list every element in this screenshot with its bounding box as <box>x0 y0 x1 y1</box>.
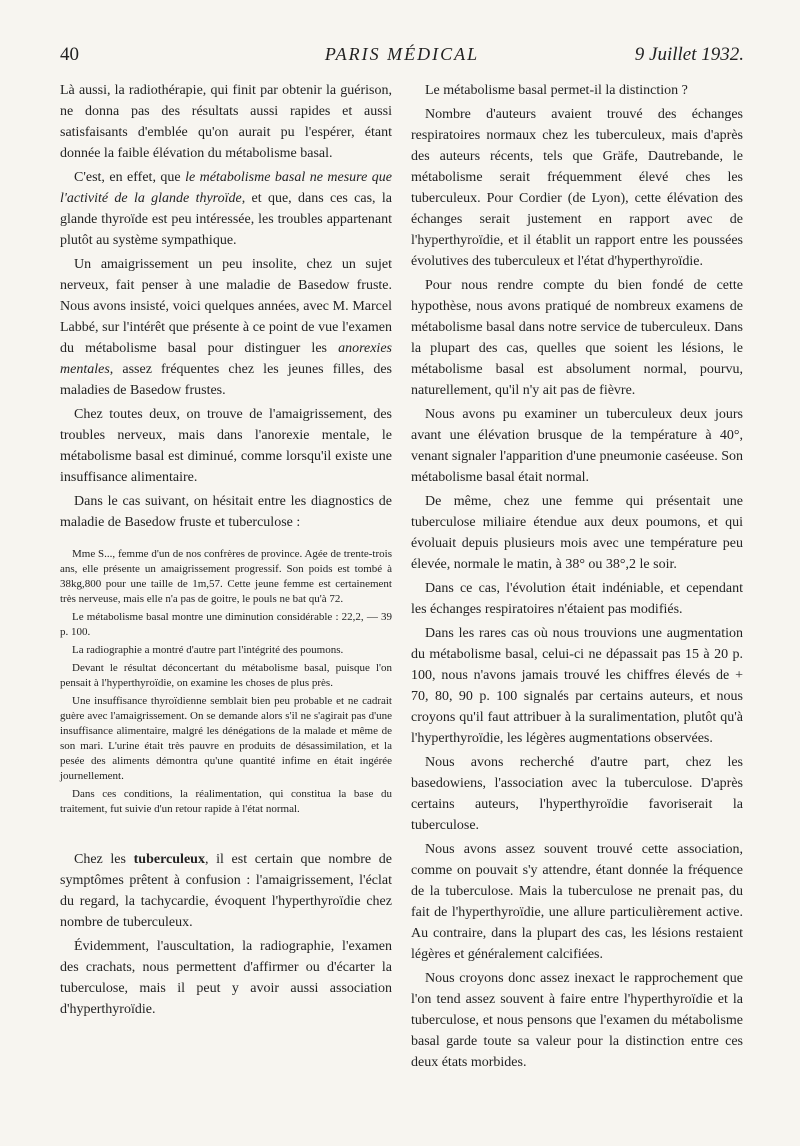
paragraph: Évidemment, l'auscultation, la radiographie, l'examen des crachats, nous permettent d'affirmer ou d'écarter la tuberculose, mais il peut y avoir aussi association d'hyperthyroïdie. <box>60 939 392 1017</box>
paragraph: Nous croyons donc assez inexact le rapprochement que l'on tend assez souvent à faire entre l'hyperthyroïdie et la tuberculose, et nous pensons que l'examen du métabolisme basal garde toute sa valeur pour la distinction entre ces deux états morbides. <box>411 971 743 1070</box>
paragraph: Nous avons assez souvent trouvé cette association, comme on pouvait s'y attendre, étant donnée la fréquence de la tuberculose. Mais la tuberculose ne prenait pas, du fait de l'hyperthyroïdie, une allure particulièrement active. Au contraire, dans la plupart des cas, les lésions restaient légères et généralement calcifiées. <box>411 842 743 962</box>
paragraph: Le métabolisme basal permet-il la distinction ? <box>425 83 688 98</box>
paragraph: Pour nous rendre compte du bien fondé de cette hypothèse, nous avons pratiqué de nombreux examens de métabolisme basal dans notre service de tuberculeux. Dans la plupart des cas, quelles que soient les lésions, le métabolisme basal est absolument normal, pourvu, naturellement, qu'il n'y ait pas de fièvre. <box>411 278 743 398</box>
paragraph: Nous avons pu examiner un tuberculeux deux jours avant une élévation brusque de la température à 40°, venant signaler l'apparition d'une pneumonie caséeuse. Son métabolisme basal était normal. <box>411 407 744 485</box>
page-number: 40 <box>60 44 79 65</box>
paragraph: Chez toutes deux, on trouve de l'amaigrissement, des troubles nerveux, mais dans l'anorexie mentale, le métabolisme basal est diminué, comme lorsqu'il existe une insuffisance alimentaire. <box>60 407 392 485</box>
paragraph: Dans ce cas, l'évolution était indéniable, et cependant les échanges respiratoires n'étaient pas modifiés. <box>411 581 743 617</box>
bold-term: tuberculeux <box>133 852 205 867</box>
paragraph: De même, chez une femme qui présentait une tuberculose miliaire étendue aux deux poumons, et qui évoluait depuis plusieurs mois avec une température peu élevée, normale le matin, à 38° ou 38°,2 le soir. <box>411 494 743 572</box>
issue-date: 9 Juillet 1932. <box>634 44 744 65</box>
case-paragraph: Devant le résultat déconcertant du métabolisme basal, puisque l'on pensait à l'hyperthyroïdie, on examine les choses de plus près. <box>60 662 392 689</box>
paragraph: Nombre d'auteurs avaient trouvé des échanges respiratoires normaux chez les tuberculeux, mais d'après des auteurs récents, tels que Gräfe, Dautrebande, le métabolisme serait fréquemment élevé ches les tuberculeux. Pour Cordier (de Lyon), cette élévation des échanges serait justement en rapport avec de l'hyperthyroïdie, et il établit un rapport entre les poussées évolutives des tuberculeux et l'état d'hyperthyroïdie. <box>411 107 743 269</box>
case-paragraph: Dans ces conditions, la réalimentation, qui constitua la base du traitement, fut suivie d'un retour rapide à l'état normal. <box>60 788 392 815</box>
left-column <box>60 80 392 1023</box>
case-paragraph: Le métabolisme basal montre une diminution considérable : 22,2, — 39 p. 100. <box>60 611 392 638</box>
paragraph: Dans les rares cas où nous trouvions une augmentation du métabolisme basal, celui-ci ne dépassait pas 15 à 20 p. 100, nous n'avons jamais trouvé les chiffres élevés de + 70, 80, 90 p. 100 signalés par certains auteurs, et nous croyons qu'il faut attribuer à la suralimentation, plutôt qu'à l'hyperthyroïdie, les légères augmentations observées. <box>411 626 743 746</box>
right-column <box>411 80 743 1076</box>
paragraph: Là aussi, la radiothérapie, qui finit par obtenir la guérison, ne donna pas des résultats aussi rapides et aussi satisfaisants d'emblée qu'on aurait pu l'espérer, étant donnée la faible élévation du métabolisme basal. <box>60 83 392 161</box>
case-paragraph: Une insuffisance thyroïdienne semblait bien peu probable et ne cadrait guère avec l'amaigrissement. On se demande alors s'il ne s'agirait pas d'une insuffisance alimentaire, malgré les dénégations de la malade et même de son mari. L'urine était très pauvre en produits de désassimilation, et la pesée des aliments démontra qu'une quantité infime en était ingérée journellement. <box>60 695 392 782</box>
case-paragraph: Mme S..., femme d'un de nos confrères de province. Agée de trente-trois ans, elle présente un amaigrissement progressif. Son poids est tombé à 38kg,800 pour une taille de 1m,57. Cette jeune femme est certainement très nerveuse, mais elle n'a pas de goitre, le pouls ne bat qu'à 72. <box>60 548 392 605</box>
paragraph: Nous avons recherché d'autre part, chez les basedowiens, l'association avec la tuberculose. D'après certains auteurs, l'hyperthyroïdie favoriserait la tuberculose. <box>411 755 743 833</box>
emphasis: anorexies mentales <box>60 341 392 377</box>
emphasis: le métabolisme basal ne mesure que l'activité de la glande thyroïde <box>60 170 392 206</box>
page-header <box>60 44 744 72</box>
case-paragraph: La radiographie a montré d'autre part l'intégrité des poumons. <box>72 644 344 656</box>
paragraph: Dans le cas suivant, on hésitait entre les diagnostics de maladie de Basedow fruste et tuberculose : <box>60 494 392 530</box>
case-report <box>60 547 392 817</box>
paragraph: Un amaigrissement un peu insolite, chez un sujet nerveux, fait penser à une maladie de Basedow fruste. Nous avons insisté, voici quelques années, avec M. Marcel Labbé, sur l'intérêt que présente à ce point de vue l'examen du métabolisme basal pour distinguer les anorexies mentales, assez fréquentes chez les jeunes filles, des maladies de Basedow frustes. <box>60 257 392 398</box>
paragraph: Chez les tuberculeux, il est certain que nombre de symptômes prêtent à confusion : l'amaigrissement, l'éclat du regard, la tachycardie, évoquent l'hyperthyroïdie chez nombre de tuberculeux. <box>60 852 392 930</box>
paragraph: C'est, en effet, que le métabolisme basal ne mesure que l'activité de la glande thyroïde, et que, dans ces cas, la glande thyroïde est peu intéressée, les troubles appartenant plutôt au système sympathique. <box>60 170 392 248</box>
journal-title: PARIS MÉDICAL <box>324 44 480 64</box>
